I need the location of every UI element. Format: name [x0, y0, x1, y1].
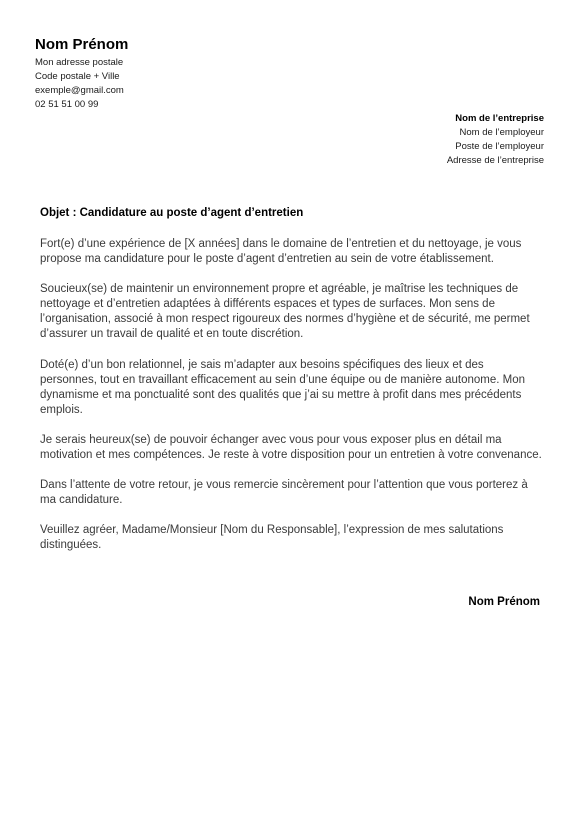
- recipient-block: [284, 112, 544, 168]
- recipient-employer-name: Nom de l’employeur: [459, 127, 544, 138]
- paragraph-availability: Je serais heureux(se) de pouvoir échanger avec vous pour vous exposer plus en détail ma motivation et mes compétences. Je reste à votre disposition pour un entretien à votre convenance.: [40, 434, 542, 461]
- sender-city: Code postale + Ville: [35, 71, 120, 82]
- paragraph-intro: Fort(e) d’une expérience de [X années] dans le domaine de l’entretien et du nettoyage, je vous propose ma candidature pour le poste d’agent d’entretien au sein de votre établissement.: [40, 238, 522, 265]
- letter-body: [40, 237, 542, 568]
- signature-name: Nom Prénom: [468, 596, 540, 608]
- paragraph-skills: Soucieux(se) de maintenir un environnement propre et agréable, je maîtrise les techniques de nettoyage et d’entretien adaptées à différents espaces et types de surfaces. Mon sens de l’organisation, associé à mon respect rigoureux des normes d’hygiène et de sécurité, me permet d’assurer un travail de qualité et en toute discrétion.: [40, 283, 530, 340]
- paragraph-closing: Veuillez agréer, Madame/Monsieur [Nom du Responsable], l’expression de mes salutations distinguées.: [40, 524, 504, 551]
- paragraph-qualities: Doté(e) d’un bon relationnel, je sais m’adapter aux besoins spécifiques des lieux et des personnes, tout en travaillant efficacement au sein d’une équipe ou de manière autonome. Mon dynamisme et ma ponctualité sont des qualités que j’ai su mettre à profit dans mes précédents emplois.: [40, 359, 526, 416]
- sender-email: exemple@gmail.com: [35, 85, 124, 96]
- recipient-company-address: Adresse de l’entreprise: [446, 155, 544, 166]
- sender-address: Mon adresse postale: [35, 57, 124, 68]
- sender-name: Nom Prénom: [35, 36, 129, 53]
- recipient-employer-position: Poste de l’employeur: [455, 141, 544, 152]
- recipient-company: Nom de l’entreprise: [455, 113, 544, 124]
- paragraph-thanks: Dans l’attente de votre retour, je vous remercie sincèrement pour l’attention que vous porterez à ma candidature.: [40, 479, 528, 506]
- letter-subject: Objet : Candidature au poste d’agent d’entretien: [40, 207, 304, 219]
- sender-block: [35, 36, 335, 112]
- sender-phone: 02 51 51 00 99: [35, 99, 99, 110]
